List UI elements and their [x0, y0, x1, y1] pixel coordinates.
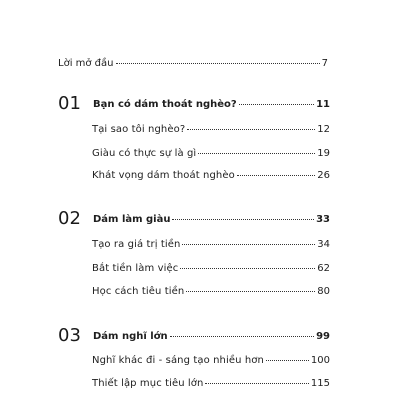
chapter-title: Dám làm giàu: [93, 214, 171, 225]
toc-entry-title: Giàu có thực sự là gì: [92, 148, 197, 159]
toc-entry-title: Lời mở đầu: [58, 58, 114, 69]
chapter-title: Bạn có dám thoát nghèo?: [93, 99, 237, 110]
dot-leader: [239, 104, 314, 105]
toc-entry-page: 26: [317, 170, 330, 181]
chapter-page: 11: [316, 99, 330, 110]
toc-entry-title: Học cách tiêu tiền: [92, 286, 185, 297]
toc-entry-title: Khát vọng dám thoát nghèo: [92, 170, 235, 181]
toc-entry-page: 7: [321, 58, 328, 69]
toc-entry[interactable]: [92, 240, 330, 250]
toc-entry-page: 12: [317, 124, 330, 135]
toc-entry[interactable]: [92, 264, 330, 274]
toc-entry-page: 80: [317, 286, 330, 297]
toc-chapter-01[interactable]: [93, 100, 330, 110]
chapter-number: 03: [58, 325, 81, 346]
chapter-page: 99: [316, 331, 330, 342]
toc-entry-page: 34: [317, 239, 330, 250]
toc-entry[interactable]: [92, 171, 330, 181]
toc-entry-page: 100: [310, 355, 330, 366]
toc-entry-page: 115: [310, 378, 330, 389]
chapter-number: 01: [58, 93, 81, 114]
dot-leader: [187, 129, 315, 130]
toc-entry-title: Bắt tiền làm việc: [92, 263, 179, 274]
chapter-title: Dám nghĩ lớn: [93, 331, 168, 342]
toc-entry[interactable]: [92, 125, 330, 135]
toc-entry-page: 19: [317, 148, 330, 159]
chapter-page: 33: [316, 214, 330, 225]
dot-leader: [186, 291, 315, 292]
dot-leader: [170, 336, 314, 337]
toc-entry-title: Tại sao tôi nghèo?: [92, 124, 186, 135]
toc-chapter-03[interactable]: [93, 332, 330, 342]
toc-entry[interactable]: [92, 356, 330, 366]
toc-entry-page: 62: [317, 263, 330, 274]
toc-entry-title: Nghĩ khác đi - sáng tạo nhiều hơn: [92, 355, 264, 366]
dot-leader: [116, 63, 320, 64]
dot-leader: [180, 268, 315, 269]
dot-leader: [182, 244, 315, 245]
dot-leader: [237, 175, 315, 176]
toc-entry[interactable]: [92, 379, 330, 389]
toc-entry-title: Tạo ra giá trị tiền: [92, 239, 181, 250]
chapter-number: 02: [58, 208, 81, 229]
dot-leader: [205, 383, 308, 384]
toc-entry[interactable]: [92, 287, 330, 297]
toc-chapter-02[interactable]: [93, 215, 330, 225]
dot-leader: [266, 360, 309, 361]
toc-entry[interactable]: [92, 149, 330, 159]
toc-entry-intro[interactable]: [58, 59, 328, 69]
dot-leader: [172, 219, 314, 220]
toc-entry-title: Thiết lập mục tiêu lớn: [92, 378, 204, 389]
dot-leader: [198, 153, 315, 154]
